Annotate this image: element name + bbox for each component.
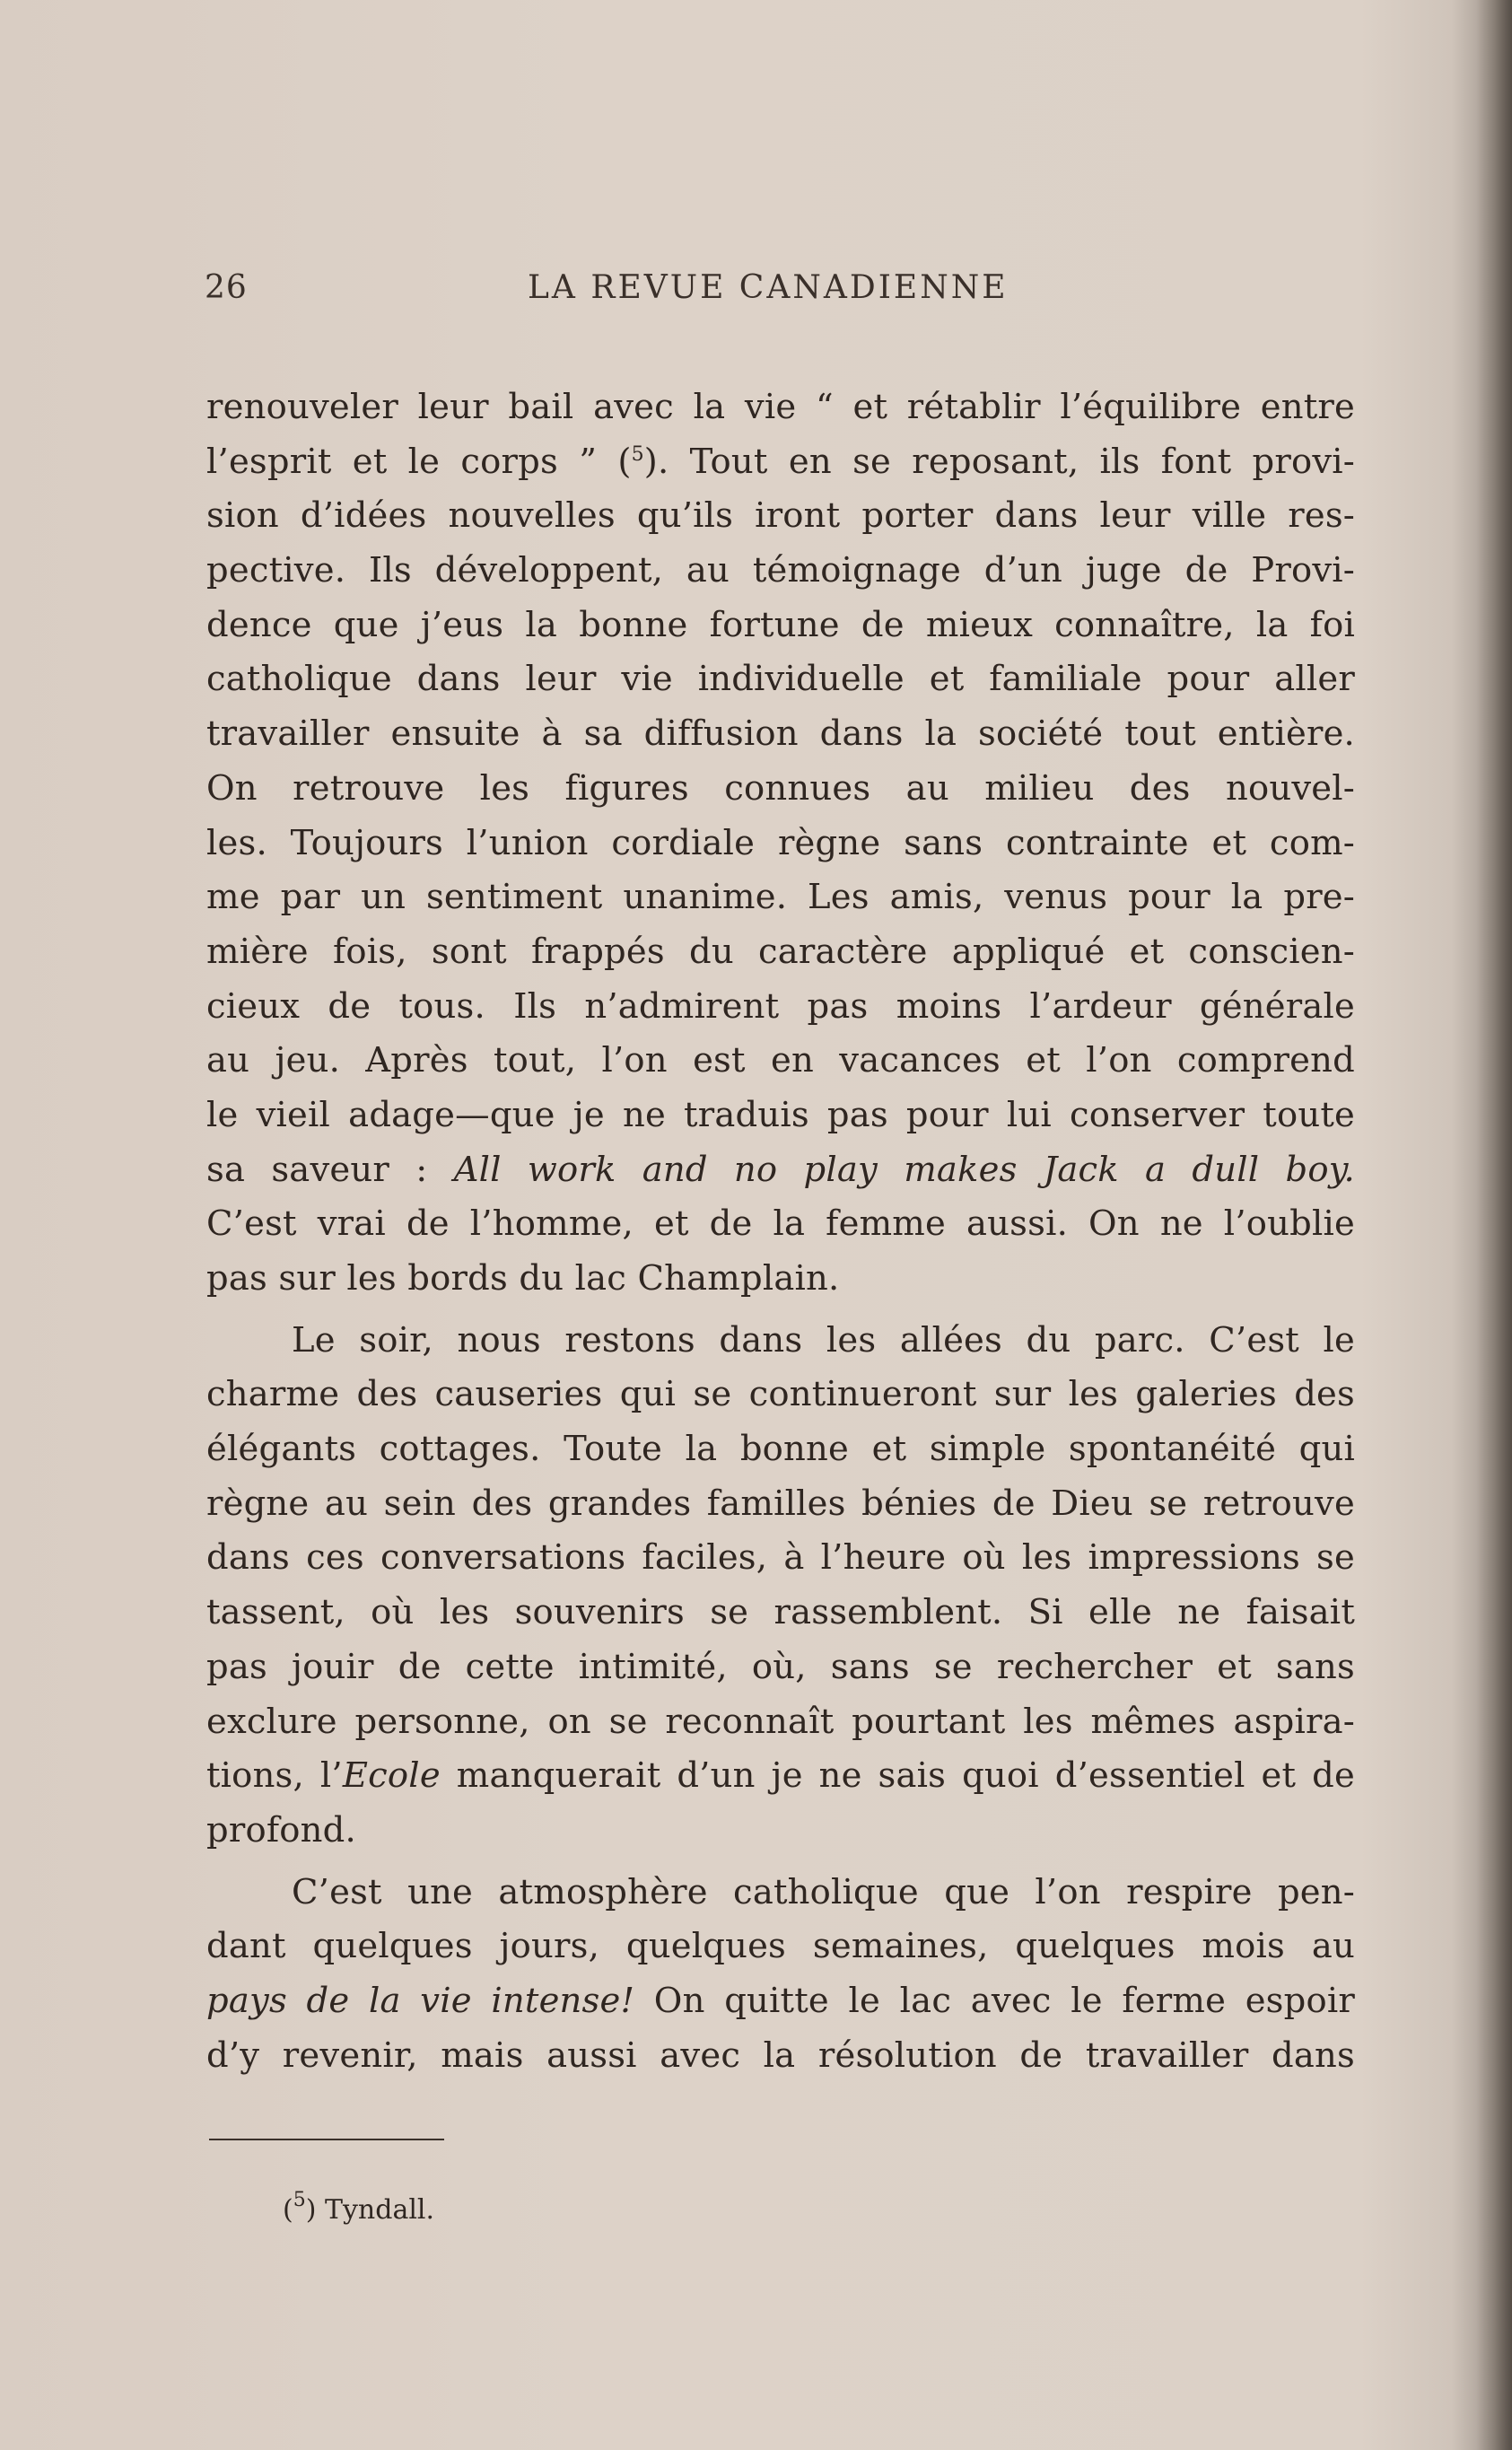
text-line: C’est une atmosphère catholique que l’on respire pen-: [292, 1871, 1355, 1912]
text-line: pas jouir de cette intimité, où, sans se rechercher et sans: [206, 1646, 1355, 1687]
text-line: [206, 1143, 1355, 1198]
text-line: [206, 1974, 1355, 2029]
footnote-divider: [209, 2139, 444, 2140]
italic-phrase: pays de la vie intense!: [206, 1980, 635, 2021]
text-line: dans ces conversations faciles, à l’heure où les impressions se: [206, 1537, 1355, 1579]
text-line: cieux de tous. Ils n’admirent pas moins l’ardeur générale: [206, 985, 1355, 1027]
text-line: tassent, où les souvenirs se rassemblent. Si elle ne faisait: [206, 1592, 1355, 1633]
text-line: dence que j’eus la bonne fortune de mieux connaître, la foi: [206, 604, 1355, 645]
text-line: C’est vrai de l’homme, et de la femme aussi. On ne l’oublie: [206, 1203, 1355, 1245]
italic-word: Ecole: [342, 1755, 441, 1797]
text-line: les. Toujours l’union cordiale règne sans contrainte et com-: [206, 822, 1355, 863]
text-line: règne au sein des grandes familles bénies de Dieu se retrouve: [206, 1483, 1355, 1524]
text-segment: ). Tout en se reposant, ils font provi-: [643, 441, 1355, 482]
footnote-marker: 5: [293, 2189, 306, 2211]
text-line: [206, 1749, 1355, 1804]
running-title: LA REVUE CANADIENNE: [528, 269, 1009, 306]
text-segment: manquerait d’un je ne sais quoi d’essentiel et de: [440, 1755, 1355, 1797]
page-gutter-shadow: [1476, 0, 1512, 2450]
footnote: ($^5$) Tyndall.: [283, 2189, 435, 2226]
text-line: pas sur les bords du lac Champlain.: [206, 1258, 840, 1299]
text-line: pective. Ils développent, au témoignage d’un juge de Provi-: [206, 550, 1355, 591]
text-line: me par un sentiment unanime. Les amis, venus pour la pre-: [206, 877, 1355, 918]
paragraph-1: [206, 381, 1355, 1307]
text-line: sion d’idées nouvelles qu’ils iront porter dans leur ville res-: [206, 495, 1355, 537]
text-line: charme des causeries qui se continueront sur les galeries des: [206, 1374, 1355, 1415]
italic-quote: All work and no play makes Jack a dull boy.: [453, 1149, 1355, 1190]
footnote-reference: 5: [631, 442, 644, 466]
page-header: [205, 269, 1353, 314]
text-segment: sa saveur :: [206, 1149, 454, 1190]
text-segment: On quitte le lac avec le ferme espoir: [634, 1980, 1355, 2021]
footnote-text: Tyndall.: [324, 2194, 435, 2226]
text-segment: l’esprit et le corps ” (: [206, 441, 632, 482]
text-line: [206, 435, 1355, 490]
body-text: [206, 381, 1355, 2083]
text-line: d’y revenir, mais aussi avec la résolution de travailler dans: [206, 2034, 1355, 2076]
text-line: dant quelques jours, quelques semaines, quelques mois au: [206, 1926, 1355, 1967]
text-line: On retrouve les figures connues au milieu des nouvel-: [206, 767, 1355, 809]
text-line: le vieil adage—que je ne traduis pas pour lui conserver toute: [206, 1094, 1355, 1135]
text-line: profond.: [206, 1809, 356, 1851]
paragraph-3: [206, 1866, 1355, 2084]
text-line: exclure personne, on se reconnaît pourtant les mêmes aspira-: [206, 1701, 1355, 1742]
text-line: au jeu. Après tout, l’on est en vacances et l’on comprend: [206, 1040, 1355, 1081]
text-line: travailler ensuite à sa diffusion dans la société tout entière.: [206, 713, 1355, 755]
page-number: 26: [205, 269, 248, 306]
text-line: catholique dans leur vie individuelle et familiale pour aller: [206, 659, 1355, 700]
text-line: Le soir, nous restons dans les allées du parc. C’est le: [292, 1319, 1355, 1361]
paragraph-2: [206, 1314, 1355, 1859]
text-line: renouveler leur bail avec la vie “ et rétablir l’équilibre entre: [206, 387, 1355, 427]
text-segment: tions, l’: [206, 1755, 343, 1797]
text-line: mière fois, sont frappés du caractère appliqué et conscien-: [206, 931, 1355, 972]
text-line: élégants cottages. Toute la bonne et simple spontanéité qui: [206, 1429, 1355, 1470]
